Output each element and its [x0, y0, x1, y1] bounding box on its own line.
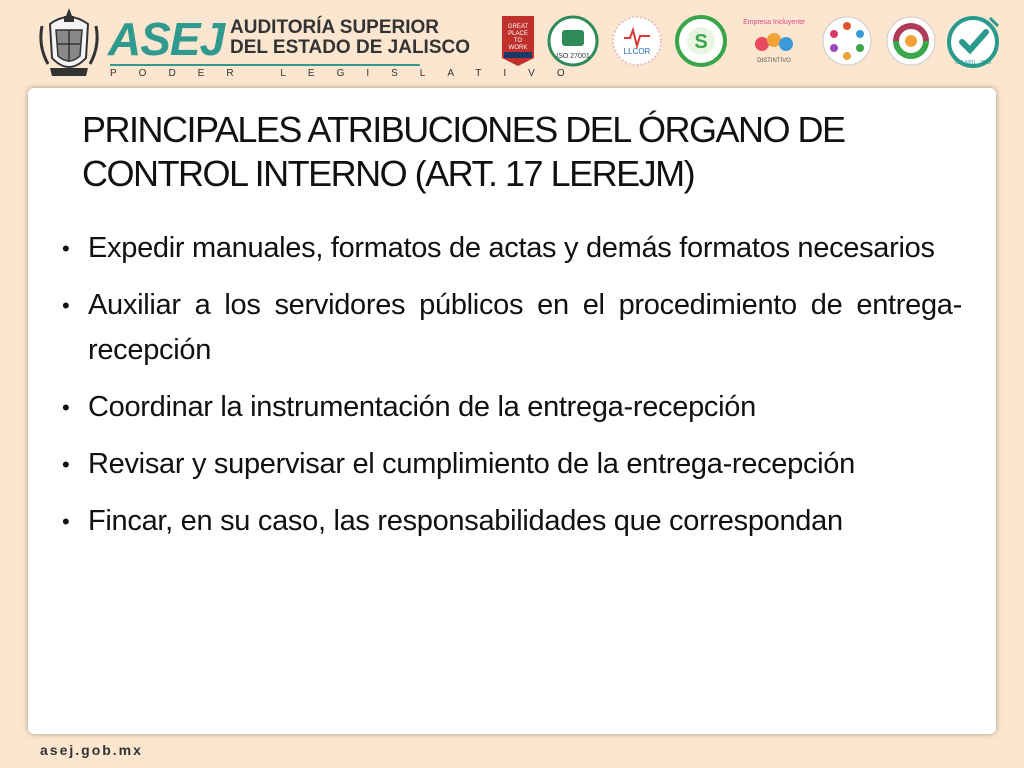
attributions-list [58, 226, 962, 556]
empresa-socialmente-icon [674, 14, 728, 68]
iso-27001-icon [546, 14, 600, 68]
iso-9001-icon [946, 14, 1002, 70]
poder-legislativo-text: PODER LEGISLATIVO [110, 64, 420, 80]
svg-text:WORK: WORK [508, 45, 528, 51]
logo-asej-text: ASEJ [108, 13, 225, 65]
bullet-text: Revisar y supervisar el cumplimiento de la entrega-recepción [88, 448, 855, 480]
distintivo-empresa-incluyente-icon [738, 14, 810, 68]
svg-text:PLACE: PLACE [508, 31, 528, 37]
bullet-text: Expedir manuales, formatos de actas y demás formatos necesarios [88, 232, 935, 264]
jalisco-crest-icon [36, 6, 102, 80]
list-item [58, 226, 962, 271]
hands-circle-icon [884, 14, 938, 68]
bullet-text: Auxiliar a los servidores públicos en el procedimiento de entrega-recepción [88, 289, 962, 366]
svg-text:ISO 9001 : 2015: ISO 9001 : 2015 [954, 60, 992, 66]
badge-gptw-label: GREAT [507, 24, 529, 30]
svg-text:S: S [694, 31, 708, 53]
bullet-text: Fincar, en su caso, las responsabilidades que correspondan [88, 505, 843, 537]
slide-title: PRINCIPALES ATRIBUCIONES DEL ÓRGANO DE CONTROL INTERNO (ART. 17 LEREJM) [82, 109, 845, 194]
great-place-to-work-icon [500, 14, 536, 68]
svg-text:LLCOR: LLCOR [623, 47, 651, 56]
llcor-icon [610, 14, 664, 68]
people-circle-icon [820, 14, 874, 68]
svg-text:TO: TO [513, 38, 523, 44]
list-item [58, 442, 962, 487]
page-header [0, 0, 1024, 86]
bullet-dot-icon: • [62, 293, 70, 318]
slide-card [28, 88, 996, 734]
logo-line-2: DEL ESTADO DE JALISCO [230, 37, 470, 58]
list-item [58, 385, 962, 430]
list-item [58, 283, 962, 373]
bullet-text: Coordinar la instrumentación de la entrega-recepción [88, 391, 756, 423]
svg-text:ISO 27001: ISO 27001 [556, 53, 590, 60]
list-item [58, 499, 962, 544]
bullet-dot-icon: • [62, 395, 70, 420]
svg-text:Empresa Incluyente: Empresa Incluyente [743, 19, 805, 26]
bullet-dot-icon: • [62, 509, 70, 534]
svg-text:DISTINTIVO: DISTINTIVO [757, 58, 791, 64]
bullet-dot-icon: • [62, 236, 70, 261]
footer-url[interactable]: asej.gob.mx [40, 742, 143, 758]
logo-line-1: AUDITORÍA SUPERIOR [230, 17, 440, 38]
bullet-dot-icon: • [62, 452, 70, 477]
